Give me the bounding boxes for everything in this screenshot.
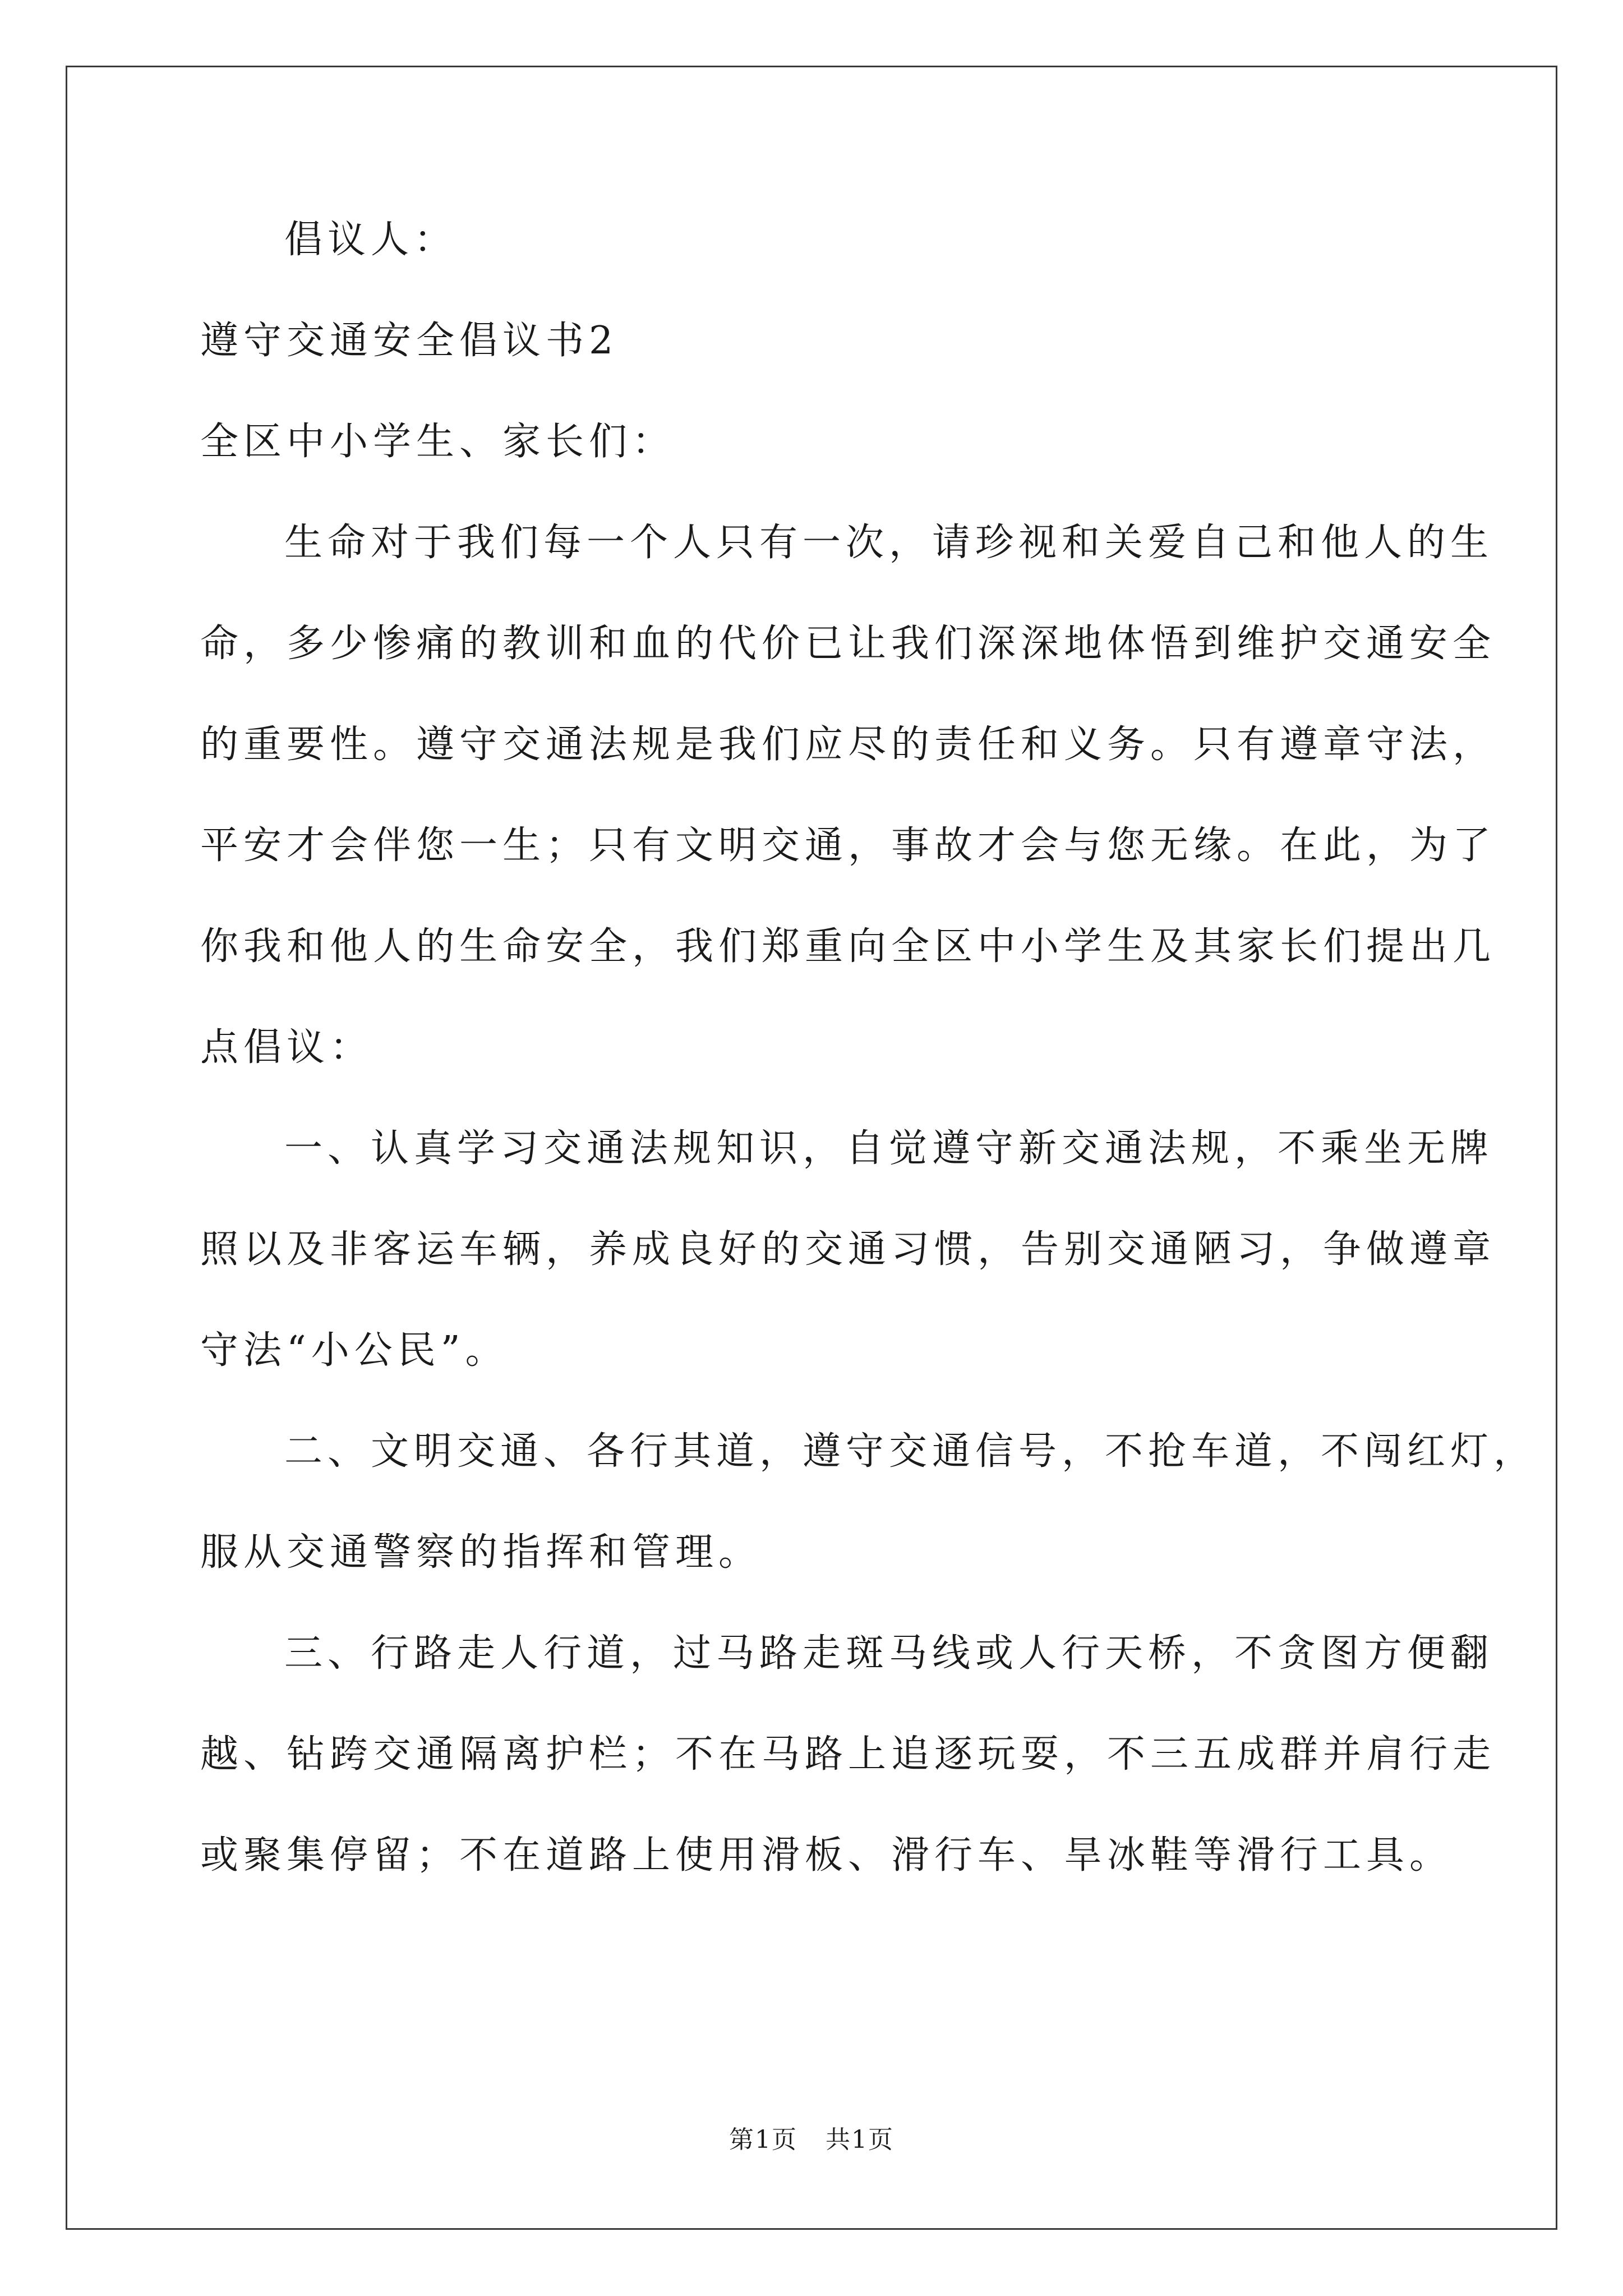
paragraph-line: 平安才会伴您一生；只有文明交通，事故才会与您无缘。在此，为了 <box>200 823 1496 868</box>
paragraph-line: 服从交通警察的指挥和管理。 <box>200 1530 762 1575</box>
paragraph-line: 命，多少惨痛的教训和血的代价已让我们深深地体悟到维护交通安全 <box>200 622 1496 666</box>
paragraph-line: 一、认真学习交通法规知识，自觉遵守新交通法规，不乘坐无牌 <box>284 1126 1494 1171</box>
page-footer <box>0 2123 1623 2157</box>
paragraph-line: 的重要性。遵守交通法规是我们应尽的责任和义务。只有遵章守法， <box>200 723 1496 767</box>
paragraph-line: 照以及非客运车辆，养成良好的交通习惯，告别交通陋习，争做遵章 <box>200 1227 1496 1272</box>
paragraph-line: 越、钻跨交通隔离护栏；不在马路上追逐玩耍，不三五成群并肩行走 <box>200 1732 1496 1777</box>
page-number: 第1页 <box>729 2125 797 2154</box>
document-title: 遵守交通安全倡议书2 <box>200 319 619 363</box>
paragraph-line: 二、文明交通、各行其道，遵守交通信号，不抢车道，不闯红灯， <box>284 1429 1537 1474</box>
page-total: 共1页 <box>826 2125 894 2154</box>
salutation: 全区中小学生、家长们： <box>200 420 676 464</box>
paragraph-line: 守法“小公民”。 <box>200 1328 509 1373</box>
paragraph-line: 你我和他人的生命安全，我们郑重向全区中小学生及其家长们提出几 <box>200 924 1496 969</box>
paragraph-line: 或聚集停留；不在道路上使用滑板、滑行车、旱冰鞋等滑行工具。 <box>200 1833 1453 1878</box>
paragraph-line: 点倡议： <box>200 1025 374 1070</box>
document-body <box>200 213 1537 1883</box>
paragraph-line: 三、行路走人行道，过马路走斑马线或人行天桥，不贪图方便翻 <box>284 1631 1494 1676</box>
signatory-line: 倡议人： <box>284 218 458 262</box>
paragraph-line: 生命对于我们每一个人只有一次，请珍视和关爱自己和他人的生 <box>284 521 1494 565</box>
